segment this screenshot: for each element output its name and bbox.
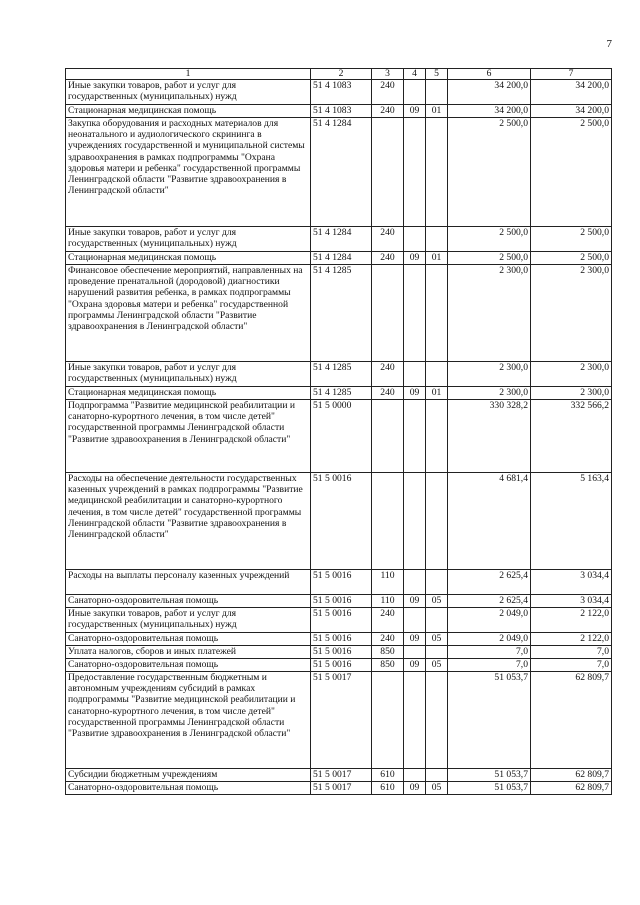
row-amount-year1-cell: 2 049,0	[448, 633, 531, 646]
row-amount-year1-cell: 51 053,7	[448, 782, 531, 795]
row-subsection-cell: 05	[426, 782, 448, 795]
row-amount-year2-cell: 2 300,0	[531, 362, 612, 387]
row-amount-year2-cell: 34 200,0	[531, 80, 612, 105]
row-expense-type-cell: 240	[372, 80, 404, 105]
row-amount-year2-cell: 34 200,0	[531, 105, 612, 118]
column-header: 6	[448, 69, 531, 80]
row-amount-year1-cell: 2 625,4	[448, 570, 531, 595]
row-section-cell	[404, 400, 426, 473]
row-section-cell	[404, 265, 426, 362]
row-subsection-cell: 01	[426, 387, 448, 400]
row-subsection-cell	[426, 769, 448, 782]
row-section-cell	[404, 608, 426, 633]
row-amount-year1-cell: 51 053,7	[448, 672, 531, 769]
row-expense-type-cell: 850	[372, 646, 404, 659]
row-expense-type-cell: 610	[372, 769, 404, 782]
row-name-cell: Предоставление государственным бюджетным и автономным учреждениям субсидий в рамках подпрограммы "Развитие медицинской реабилитации и санаторно-курортного лечения, в том числе детей" государственной программы Ленинградской области "Развитие здравоохранения в Ленинградской области"	[66, 672, 311, 769]
row-section-cell	[404, 672, 426, 769]
row-expense-type-cell: 240	[372, 362, 404, 387]
row-code-cell: 51 5 0016	[311, 570, 372, 595]
row-subsection-cell: 01	[426, 252, 448, 265]
row-amount-year1-cell: 7,0	[448, 659, 531, 672]
row-amount-year1-cell: 2 300,0	[448, 265, 531, 362]
table-row	[66, 659, 612, 672]
row-amount-year2-cell: 3 034,4	[531, 595, 612, 608]
column-header: 5	[426, 69, 448, 80]
row-amount-year1-cell: 2 625,4	[448, 595, 531, 608]
row-amount-year1-cell: 4 681,4	[448, 473, 531, 570]
row-subsection-cell	[426, 672, 448, 769]
row-expense-type-cell	[372, 118, 404, 227]
row-expense-type-cell: 240	[372, 105, 404, 118]
row-section-cell: 09	[404, 659, 426, 672]
row-section-cell: 09	[404, 782, 426, 795]
row-amount-year1-cell: 2 500,0	[448, 118, 531, 227]
row-expense-type-cell: 240	[372, 227, 404, 252]
row-expense-type-cell: 240	[372, 387, 404, 400]
row-expense-type-cell: 610	[372, 782, 404, 795]
table-row	[66, 265, 612, 362]
row-amount-year2-cell: 3 034,4	[531, 570, 612, 595]
row-amount-year2-cell: 2 122,0	[531, 633, 612, 646]
budget-table	[65, 68, 612, 795]
row-code-cell: 51 4 1083	[311, 105, 372, 118]
row-expense-type-cell: 240	[372, 252, 404, 265]
row-code-cell: 51 5 0000	[311, 400, 372, 473]
row-subsection-cell	[426, 400, 448, 473]
row-section-cell: 09	[404, 387, 426, 400]
row-section-cell: 09	[404, 252, 426, 265]
row-amount-year2-cell: 7,0	[531, 646, 612, 659]
row-section-cell	[404, 473, 426, 570]
row-expense-type-cell: 850	[372, 659, 404, 672]
row-amount-year1-cell: 34 200,0	[448, 105, 531, 118]
row-expense-type-cell: 110	[372, 570, 404, 595]
page-number: 7	[606, 38, 612, 50]
row-name-cell: Расходы на обеспечение деятельности государственных казенных учреждений в рамках подпрограммы "Развитие медицинской реабилитации и санаторно-курортного лечения, в том числе детей" государственной программы Ленинградской области "Развитие здравоохранения в Ленинградской области"	[66, 473, 311, 570]
row-code-cell: 51 5 0017	[311, 672, 372, 769]
row-name-cell: Финансовое обеспечение мероприятий, направленных на проведение пренатальной (дородовой) диагностики нарушений развития ребенка, в рамках подпрограммы "Охрана здоровья матери и ребенка" государственной программы Ленинградской области "Развитие здравоохранения в Ленинградской области"	[66, 265, 311, 362]
row-section-cell	[404, 570, 426, 595]
row-section-cell	[404, 769, 426, 782]
table-row	[66, 633, 612, 646]
row-subsection-cell	[426, 118, 448, 227]
row-section-cell	[404, 227, 426, 252]
column-header: 2	[311, 69, 372, 80]
row-amount-year2-cell: 332 566,2	[531, 400, 612, 473]
column-header: 3	[372, 69, 404, 80]
row-subsection-cell	[426, 362, 448, 387]
row-amount-year2-cell: 2 500,0	[531, 252, 612, 265]
row-subsection-cell	[426, 227, 448, 252]
row-code-cell: 51 4 1083	[311, 80, 372, 105]
row-amount-year2-cell: 2 500,0	[531, 118, 612, 227]
row-expense-type-cell	[372, 473, 404, 570]
table-row	[66, 400, 612, 473]
table-row	[66, 105, 612, 118]
table-header-row	[66, 69, 612, 80]
row-name-cell: Расходы на выплаты персоналу казенных учреждений	[66, 570, 311, 595]
row-amount-year1-cell: 7,0	[448, 646, 531, 659]
row-name-cell: Иные закупки товаров, работ и услуг для государственных (муниципальных) нужд	[66, 362, 311, 387]
row-name-cell: Закупка оборудования и расходных материалов для неонатального и аудиологического скрининга в учреждениях государственной и муниципальной системы здравоохранения в рамках подпрограммы "Охрана здоровья матери и ребенка" государственной программы Ленинградской области "Развитие здравоохранения в Ленинградской области"	[66, 118, 311, 227]
row-code-cell: 51 5 0016	[311, 595, 372, 608]
row-code-cell: 51 5 0016	[311, 633, 372, 646]
row-code-cell: 51 5 0017	[311, 782, 372, 795]
row-amount-year1-cell: 51 053,7	[448, 769, 531, 782]
table-row	[66, 769, 612, 782]
row-amount-year1-cell: 2 300,0	[448, 387, 531, 400]
row-expense-type-cell	[372, 672, 404, 769]
row-section-cell: 09	[404, 633, 426, 646]
table-row	[66, 570, 612, 595]
row-amount-year1-cell: 2 300,0	[448, 362, 531, 387]
table-row	[66, 672, 612, 769]
table-row	[66, 646, 612, 659]
row-amount-year2-cell: 2 300,0	[531, 387, 612, 400]
row-code-cell: 51 5 0016	[311, 659, 372, 672]
row-name-cell: Иные закупки товаров, работ и услуг для государственных (муниципальных) нужд	[66, 80, 311, 105]
row-amount-year1-cell: 34 200,0	[448, 80, 531, 105]
row-subsection-cell	[426, 80, 448, 105]
row-subsection-cell: 05	[426, 633, 448, 646]
row-code-cell: 51 4 1284	[311, 118, 372, 227]
row-code-cell: 51 5 0016	[311, 646, 372, 659]
row-name-cell: Санаторно-оздоровительная помощь	[66, 633, 311, 646]
row-section-cell	[404, 646, 426, 659]
table-row	[66, 595, 612, 608]
row-amount-year2-cell: 62 809,7	[531, 769, 612, 782]
row-name-cell: Подпрограмма "Развитие медицинской реабилитации и санаторно-курортного лечения, в том числе детей" государственной программы Ленинградской области "Развитие здравоохранения в Ленинградской области"	[66, 400, 311, 473]
row-expense-type-cell	[372, 400, 404, 473]
row-section-cell	[404, 118, 426, 227]
row-code-cell: 51 4 1285	[311, 387, 372, 400]
row-amount-year2-cell: 2 300,0	[531, 265, 612, 362]
row-expense-type-cell: 240	[372, 608, 404, 633]
row-amount-year1-cell: 2 500,0	[448, 227, 531, 252]
row-name-cell: Стационарная медицинская помощь	[66, 252, 311, 265]
row-subsection-cell	[426, 265, 448, 362]
row-name-cell: Уплата налогов, сборов и иных платежей	[66, 646, 311, 659]
row-section-cell: 09	[404, 595, 426, 608]
row-amount-year1-cell: 330 328,2	[448, 400, 531, 473]
row-code-cell: 51 4 1284	[311, 252, 372, 265]
row-expense-type-cell	[372, 265, 404, 362]
row-code-cell: 51 5 0017	[311, 769, 372, 782]
column-header: 7	[531, 69, 612, 80]
row-subsection-cell	[426, 473, 448, 570]
row-name-cell: Иные закупки товаров, работ и услуг для государственных (муниципальных) нужд	[66, 608, 311, 633]
row-amount-year2-cell: 7,0	[531, 659, 612, 672]
table-row	[66, 80, 612, 105]
row-amount-year1-cell: 2 049,0	[448, 608, 531, 633]
row-name-cell: Санаторно-оздоровительная помощь	[66, 659, 311, 672]
row-amount-year2-cell: 62 809,7	[531, 782, 612, 795]
row-name-cell: Санаторно-оздоровительная помощь	[66, 595, 311, 608]
row-name-cell: Санаторно-оздоровительная помощь	[66, 782, 311, 795]
row-subsection-cell	[426, 646, 448, 659]
row-section-cell: 09	[404, 105, 426, 118]
table-row	[66, 362, 612, 387]
row-section-cell	[404, 80, 426, 105]
row-code-cell: 51 4 1285	[311, 362, 372, 387]
row-subsection-cell	[426, 570, 448, 595]
row-subsection-cell: 05	[426, 595, 448, 608]
row-expense-type-cell: 110	[372, 595, 404, 608]
row-amount-year2-cell: 2 500,0	[531, 227, 612, 252]
column-header: 1	[66, 69, 311, 80]
row-section-cell	[404, 362, 426, 387]
row-amount-year2-cell: 62 809,7	[531, 672, 612, 769]
row-code-cell: 51 5 0016	[311, 608, 372, 633]
table-row	[66, 227, 612, 252]
table-row	[66, 608, 612, 633]
row-amount-year2-cell: 2 122,0	[531, 608, 612, 633]
row-code-cell: 51 4 1285	[311, 265, 372, 362]
table-row	[66, 782, 612, 795]
row-code-cell: 51 4 1284	[311, 227, 372, 252]
table-row	[66, 118, 612, 227]
row-code-cell: 51 5 0016	[311, 473, 372, 570]
column-header: 4	[404, 69, 426, 80]
row-name-cell: Стационарная медицинская помощь	[66, 387, 311, 400]
row-name-cell: Иные закупки товаров, работ и услуг для государственных (муниципальных) нужд	[66, 227, 311, 252]
table-row	[66, 473, 612, 570]
row-subsection-cell: 01	[426, 105, 448, 118]
table-row	[66, 387, 612, 400]
row-amount-year2-cell: 5 163,4	[531, 473, 612, 570]
row-amount-year1-cell: 2 500,0	[448, 252, 531, 265]
row-expense-type-cell: 240	[372, 633, 404, 646]
row-name-cell: Субсидии бюджетным учреждениям	[66, 769, 311, 782]
row-name-cell: Стационарная медицинская помощь	[66, 105, 311, 118]
table-row	[66, 252, 612, 265]
row-subsection-cell	[426, 608, 448, 633]
row-subsection-cell: 05	[426, 659, 448, 672]
